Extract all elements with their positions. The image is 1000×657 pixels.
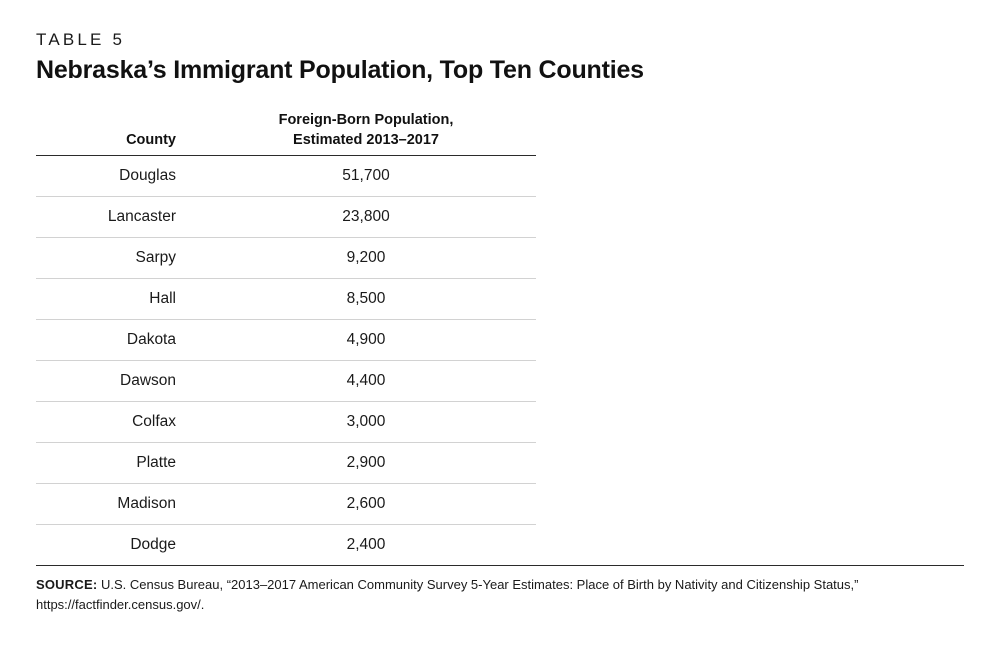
source-label: SOURCE: xyxy=(36,577,98,593)
cell-population: 2,600 xyxy=(188,484,536,525)
table-row xyxy=(36,320,536,361)
cell-population: 51,700 xyxy=(188,156,536,197)
cell-county: Colfax xyxy=(36,402,188,443)
source-text: U.S. Census Bureau, “2013–2017 American Community Survey 5-Year Estimates: Place of Birth by Nativity and Citizenship Status,” xyxy=(97,577,859,593)
table-row xyxy=(36,279,536,320)
cell-county: Platte xyxy=(36,443,188,484)
table-row xyxy=(36,484,536,525)
cell-population: 4,400 xyxy=(188,361,536,402)
page-title: Nebraska’s Immigrant Population, Top Ten Counties xyxy=(36,56,644,84)
source-note xyxy=(36,575,964,615)
cell-county: Madison xyxy=(36,484,188,525)
table-row xyxy=(36,238,536,279)
column-header-foreign-born-population xyxy=(188,111,536,156)
cell-population: 3,000 xyxy=(188,402,536,443)
cell-population: 2,400 xyxy=(346,536,386,554)
cell-county: Douglas xyxy=(36,156,188,197)
cell-population: 4,900 xyxy=(188,320,536,361)
source-url: https://factfinder.census.gov/. xyxy=(36,597,205,613)
column-header-line-1: Foreign-Born Population, xyxy=(278,112,454,128)
cell-county: Lancaster xyxy=(36,197,188,238)
data-table xyxy=(36,111,536,565)
table-row xyxy=(36,402,536,443)
table-row xyxy=(36,156,536,197)
table-row xyxy=(36,443,536,484)
table-row xyxy=(36,197,536,238)
cell-population: 8,500 xyxy=(188,279,536,320)
column-header-line-2: Estimated 2013–2017 xyxy=(293,131,439,148)
cell-population: 23,800 xyxy=(188,197,536,238)
table-body xyxy=(36,156,536,566)
cell-county: Dodge xyxy=(130,536,176,554)
table-bottom-rule xyxy=(36,565,964,566)
table-number-label: TABLE 5 xyxy=(36,30,126,49)
cell-county: Dawson xyxy=(36,361,188,402)
cell-county: Dakota xyxy=(36,320,188,361)
cell-population: 9,200 xyxy=(188,238,536,279)
column-header-county: County xyxy=(36,111,188,156)
table-row xyxy=(36,361,536,402)
cell-county: Sarpy xyxy=(36,238,188,279)
cell-population: 2,900 xyxy=(188,443,536,484)
table-row xyxy=(36,525,536,566)
cell-county: Hall xyxy=(36,279,188,320)
table-header-row xyxy=(36,111,536,156)
table-header xyxy=(36,111,536,156)
